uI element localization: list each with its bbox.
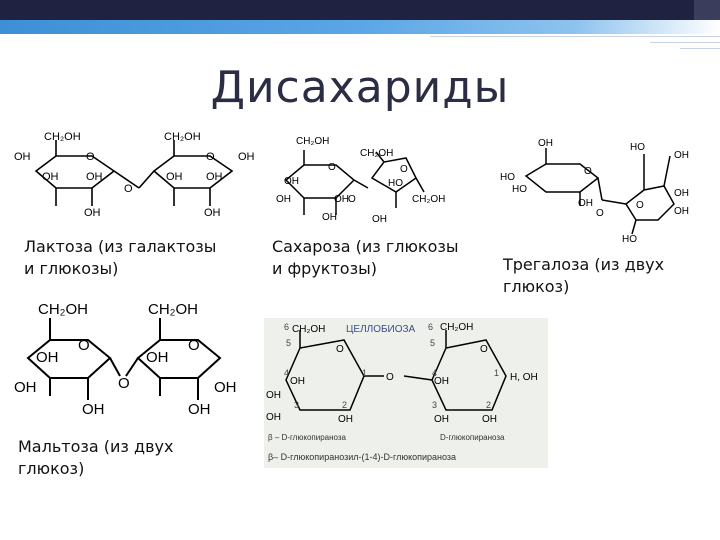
cellobiose-oh-7: OH [482, 414, 497, 425]
sucrose-ch2oh-a: CH₂OH [296, 136, 330, 147]
top-dark-bar [0, 0, 720, 20]
cellobiose-h-oh: H, OH [510, 372, 538, 383]
cellobiose-background [264, 318, 548, 468]
top-bar-accent [694, 0, 720, 20]
sucrose-glycosidic-o: O [348, 194, 356, 205]
cellobiose-oh-2: OH [290, 376, 305, 387]
cellobiose-num-3-right: 3 [432, 400, 438, 410]
cellobiose-num-6-right: 6 [428, 322, 434, 332]
cellobiose-full-name: β– D-глюкопиранозил-(1-4)-D-глюкопираноза [268, 452, 457, 462]
cellobiose-num-5-right: 5 [430, 338, 436, 348]
maltose-oh-2: OH [146, 349, 169, 366]
trehalose-caption-line1: Трегалоза (из двух [503, 255, 665, 274]
cellobiose-num-1-left: 1 [362, 368, 368, 378]
trehalose-glycosidic-o: O [596, 208, 604, 219]
cellobiose-oh-6: OH [434, 414, 449, 425]
trehalose-ho-4: HO [622, 234, 637, 245]
sucrose-ho: HO [388, 178, 403, 189]
cellobiose-glycosidic-o: O [386, 372, 394, 383]
maltose-caption [18, 436, 173, 480]
trehalose-structure [498, 134, 704, 246]
cellobiose-left-anomer: β – D-глюкопираноза [268, 433, 346, 442]
maltose-oh-1: OH [36, 349, 59, 366]
trehalose-caption [503, 254, 664, 298]
trehalose-oh-3: OH [674, 150, 689, 161]
maltose-caption-line1: Мальтоза (из двух [18, 437, 174, 456]
sucrose-oh-3: OH [322, 212, 337, 223]
sucrose-caption-line2: и фруктозы) [272, 259, 377, 278]
cellobiose-num-4-left: 4 [284, 368, 290, 378]
lactose-caption [24, 236, 216, 280]
lactose-ch2oh-right: CH₂OH [164, 131, 201, 143]
blue-gradient-band [0, 20, 720, 34]
cellobiose-ch2oh-right: CH₂OH [440, 322, 474, 333]
trehalose-oh-1: OH [538, 138, 553, 149]
lactose-caption-line2: и глюкозы) [24, 259, 119, 278]
cellobiose-num-5-left: 5 [286, 338, 292, 348]
lactose-oh-2: OH [42, 171, 59, 183]
trehalose-ho-3: HO [630, 142, 645, 153]
maltose-structure [14, 296, 244, 420]
maltose-glycosidic-o: O [118, 375, 130, 392]
cellobiose-num-2-left: 2 [342, 400, 348, 410]
lactose-oh-1: OH [14, 151, 31, 163]
lactose-oh-6: OH [166, 171, 183, 183]
cellobiose-label: ЦЕЛЛОБИОЗА [346, 324, 416, 335]
cellobiose-oh-3: OH [266, 412, 281, 423]
trehalose-caption-line2: глюкоз) [503, 277, 570, 296]
trehalose-ho-1: HO [500, 172, 515, 183]
lactose-oh-7: OH [206, 171, 223, 183]
lactose-structure [14, 126, 264, 224]
maltose-oh-3: OH [14, 379, 37, 396]
cellobiose-oh-5: OH [434, 376, 449, 387]
sucrose-oh-4: OH [334, 194, 349, 205]
trehalose-oh-4: OH [674, 188, 689, 199]
lactose-oh-8: OH [204, 207, 221, 219]
maltose-ring-o-1: O [78, 337, 90, 354]
maltose-ch2oh-left: CH₂OH [38, 301, 88, 318]
lactose-glycosidic-o: O [124, 183, 133, 195]
cellobiose-right-anomer: D-глюкопираноза [440, 433, 505, 442]
cellobiose-structure [264, 318, 548, 468]
sucrose-oh-1: OH [284, 176, 299, 187]
maltose-caption-line2: глюкоз) [18, 459, 85, 478]
lactose-oh-3: OH [86, 171, 103, 183]
trehalose-ho-2: HO [512, 184, 527, 195]
sucrose-caption [272, 236, 459, 280]
cellobiose-oh-4: OH [338, 414, 353, 425]
maltose-oh-5: OH [188, 401, 211, 418]
sucrose-ring-o-2: O [400, 164, 408, 175]
cellobiose-ring-o-2: O [480, 344, 488, 355]
sucrose-oh-2: OH [276, 194, 291, 205]
sucrose-ch2oh-b: CH₂OH [360, 148, 394, 159]
lactose-caption-line1: Лактоза (из галактозы [24, 237, 217, 256]
trehalose-ring-o-1: O [584, 166, 592, 177]
cellobiose-num-4-right: 4 [432, 368, 438, 378]
sucrose-structure [276, 130, 466, 230]
cellobiose-num-1-right: 1 [494, 368, 500, 378]
slide-title: Дисахариды [210, 62, 510, 113]
cellobiose-num-6-left: 6 [284, 322, 290, 332]
lactose-ring-o-2: O [206, 151, 215, 163]
cellobiose-oh-1: OH [266, 390, 281, 401]
sucrose-ch2oh-c: CH₂OH [412, 194, 446, 205]
maltose-oh-4: OH [82, 401, 105, 418]
cellobiose-ring-o-1: O [336, 344, 344, 355]
cellobiose-ch2oh-left: CH₂OH [292, 324, 326, 335]
lactose-oh-5: OH [238, 151, 255, 163]
maltose-oh-6: OH [214, 379, 237, 396]
maltose-ring-o-2: O [188, 337, 200, 354]
sucrose-caption-line1: Сахароза (из глюкозы [272, 237, 459, 256]
maltose-ch2oh-right: CH₂OH [148, 301, 198, 318]
decorative-lines [430, 34, 720, 54]
lactose-oh-4: OH [84, 207, 101, 219]
lactose-ch2oh-left: CH₂OH [44, 131, 81, 143]
trehalose-oh-2: OH [578, 198, 593, 209]
trehalose-ring-o-2: O [636, 200, 644, 211]
cellobiose-num-3-left: 3 [294, 400, 300, 410]
cellobiose-num-2-right: 2 [486, 400, 492, 410]
sucrose-ring-o-1: O [328, 162, 336, 173]
sucrose-oh-5: OH [372, 214, 387, 225]
trehalose-oh-5: OH [674, 206, 689, 217]
lactose-ring-o-1: O [86, 151, 95, 163]
